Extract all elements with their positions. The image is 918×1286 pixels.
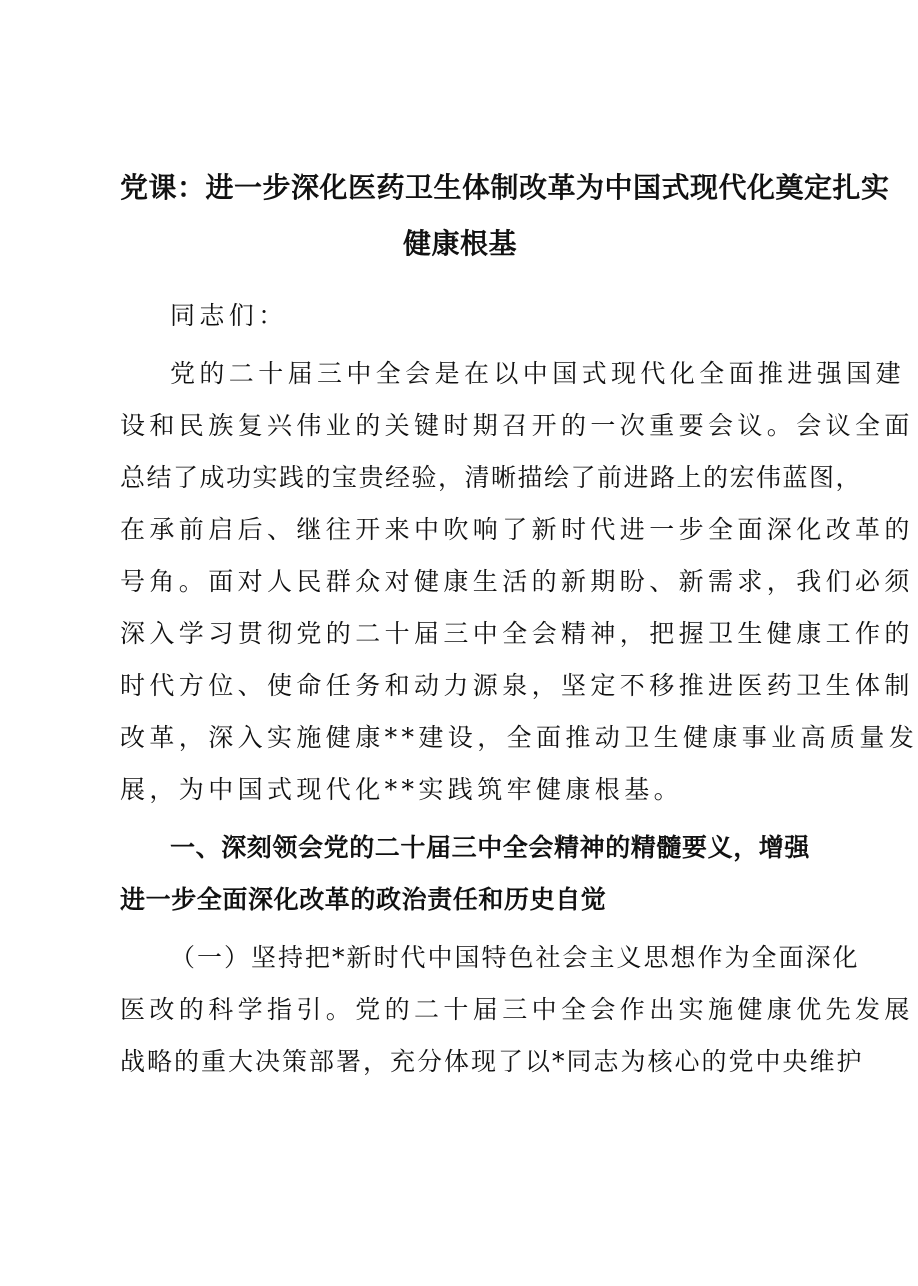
section-heading-1 (120, 822, 811, 926)
title-line-1: 党课：进一步深化医药卫生体制改革为中国式现代化奠定扎实 (120, 171, 890, 204)
intro-line: 总结了成功实践的宝贵经验，清晰描绘了前进路上的宏伟蓝图， (120, 463, 863, 492)
intro-line: 深入学习贯彻党的二十届三中全会精神，把握卫生健康工作的 (120, 619, 914, 648)
intro-line: 时代方位、使命任务和动力源泉，坚定不移推进医药卫生体制 (120, 671, 914, 700)
section-heading-line: 一、深刻领会党的二十届三中全会精神的精髓要义，增强 (170, 833, 811, 862)
subsection-line: 战略的重大决策部署，充分体现了以*同志为核心的党中央维护 (120, 1047, 864, 1076)
document-body (120, 290, 918, 1088)
intro-line: 设和民族复兴伟业的关键时期召开的一次重要会议。会议全面 (120, 411, 914, 440)
intro-line: 党的二十届三中全会是在以中国式现代化全面推进强国建 (170, 359, 906, 388)
intro-line: 号角。面对人民群众对健康生活的新期盼、新需求，我们必须 (120, 567, 914, 596)
subsection-line: 医改的科学指引。党的二十届三中全会作出实施健康优先发展 (120, 995, 914, 1024)
intro-line: 在承前启后、继往开来中吹响了新时代进一步全面深化改革的 (120, 515, 914, 544)
intro-paragraph (120, 348, 918, 816)
greeting-line: 同志们： (170, 301, 288, 330)
intro-line: 改革，深入实施健康**建设，全面推动卫生健康事业高质量发 (120, 723, 918, 752)
greeting (120, 290, 800, 342)
document-title (120, 160, 890, 272)
section-heading-line: 进一步全面深化改革的政治责任和历史自觉 (120, 885, 607, 914)
title-line-2: 健康根基 (402, 227, 517, 260)
subsection-paragraph-1 (120, 932, 914, 1088)
intro-line: 展，为中国式现代化**实践筑牢健康根基。 (120, 775, 684, 804)
subsection-line: （一）坚持把*新时代中国特色社会主义思想作为全面深化 (170, 943, 860, 972)
